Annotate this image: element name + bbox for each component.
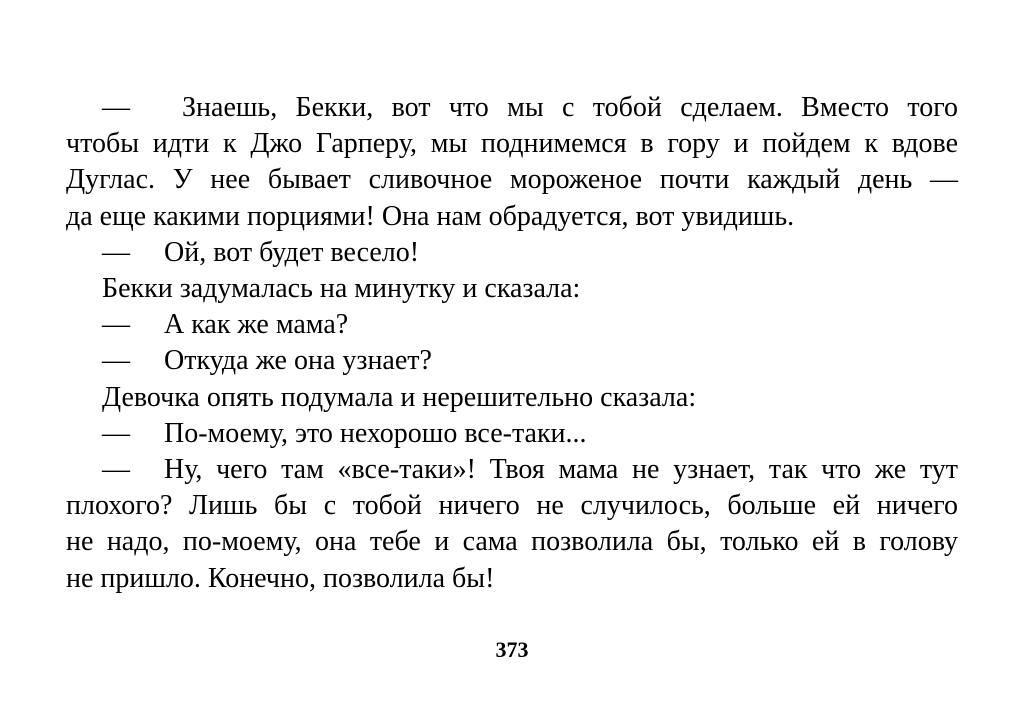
dialogue-dash: — (102, 345, 130, 377)
paragraph-8-line-2: плохого? Лишь бы с тобой ничего не случилось, больше ей ничего (66, 490, 958, 522)
dialogue-dash: — (102, 454, 130, 486)
body-text (66, 90, 958, 597)
paragraph-8-line-3: не надо, по-моему, она тебе и сама позволила бы, только ей в голову (66, 526, 958, 558)
dialogue-dash: — (102, 309, 130, 341)
dialogue-dash: — (102, 417, 130, 449)
paragraph-1-line-3: Дуглас. У нее бывает сливочное мороженое почти каждый день — (66, 164, 958, 196)
paragraph-1-line-2: чтобы идти к Джо Гарперу, мы поднимемся в гору и пойдем к вдове (66, 128, 958, 160)
paragraph-text: Знаешь, Бекки, вот что мы с тобой сделаем. Вместо того (182, 92, 958, 123)
paragraph-5 (66, 343, 958, 379)
paragraph-text: Откуда же она узнает? (164, 345, 432, 377)
paragraph-text: Ой, вот будет весело! (164, 236, 420, 268)
paragraph-8-line-4: не пришло. Конечно, позволила бы! (66, 562, 495, 594)
paragraph-1-line-1 (66, 90, 958, 126)
dialogue-dash: — (102, 92, 130, 123)
paragraph-text: А как же мама? (164, 309, 349, 341)
dialogue-dash: — (102, 236, 130, 268)
paragraph-2 (66, 235, 958, 271)
paragraph-7 (66, 416, 958, 452)
paragraph-6: Девочка опять подумала и нерешительно сказала: (102, 381, 697, 413)
paragraph-3: Бекки задумалась на минутку и сказала: (102, 273, 581, 305)
page-number: 373 (495, 637, 529, 662)
paragraph-1-line-4: да еще какими порциями! Она нам обрадуется, вот увидишь. (66, 200, 795, 232)
paragraph-text: По-моему, это нехорошо все-таки... (164, 417, 587, 449)
paragraph-8-line-1 (66, 452, 958, 488)
paragraph-4 (66, 307, 958, 343)
paragraph-text: Ну, чего там «все-таки»! Твоя мама не узнает, так что же тут (164, 454, 958, 486)
